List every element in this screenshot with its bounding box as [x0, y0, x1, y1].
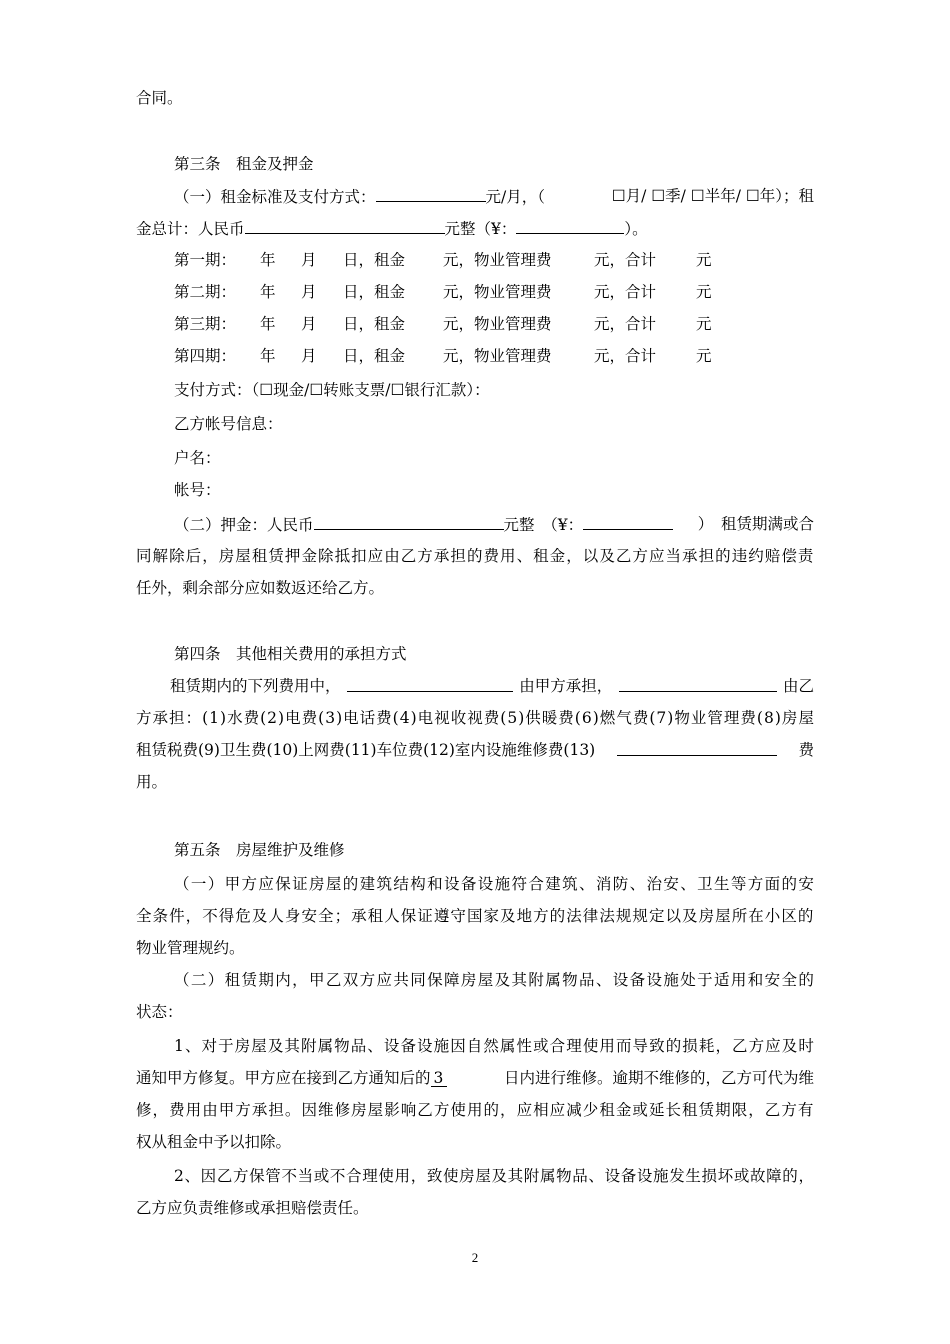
deposit-rmb-field[interactable] — [314, 514, 504, 530]
maintenance-item1-line-1: 1 、 对 于 房 屋 及 其 附 属 物 品 、 设 备 设 施 因 自 然 属 性 或 合 理 使 用 而 导 致 的 损 耗 ， 乙 方 应 及 时 — [174, 1037, 814, 1055]
maintenance-p2-line-2: 状态： — [136, 1003, 183, 1021]
article3-title: 第三条 租金及押金 — [174, 155, 314, 173]
article5-title: 第五条 房屋维护及维修 — [174, 841, 345, 859]
maintenance-item1-line-3: 修 ， 费 用 由 甲 方 承 担 。 因 维 修 房 屋 影 响 乙 方 使 用 的 ， 应 相 应 减 少 租 金 或 延 长 租 赁 期 限 ， 乙 方 有 — [136, 1101, 814, 1119]
rent-standard-label: （一）租金标准及支付方式： — [174, 188, 376, 206]
schedule-row-2: 第二期： 年 月 日，租金 元，物业管理费 元，合计 元 — [174, 283, 712, 301]
account-info-label: 乙方帐号信息： — [174, 415, 283, 433]
deposit-line: （二）押金：人民币 元整 （¥： ） 租赁期满或合 — [174, 515, 814, 534]
deposit-text-line-3: 任外，剩余部分应如数返还给乙方。 — [136, 579, 385, 597]
maintenance-p2-line-1: （ 二 ） 租 赁 期 内 ， 甲 乙 双 方 应 共 同 保 障 房 屋 及 其 附 属 物 品 、 设 备 设 施 处 于 适 用 和 安 全 的 — [174, 971, 814, 989]
page-number: 2 — [471, 1250, 479, 1265]
expenses-line-1: 租赁期内的下列费用中， 由甲方承担， 由乙 — [170, 677, 814, 695]
article4-title: 第四条 其他相关费用的承担方式 — [174, 645, 407, 663]
account-name-label: 户名： — [174, 449, 221, 467]
schedule-row-4: 第四期： 年 月 日，租金 元，物业管理费 元，合计 元 — [174, 347, 712, 365]
expenses-line-4: 用。 — [136, 773, 168, 791]
maintenance-item2-line-1: 2 、 因 乙 方 保 管 不 当 或 不 合 理 使 用 ， 致 使 房 屋 及 其 附 属 物 品 、 设 备 设 施 发 生 损 坏 或 故 障 的 ， — [174, 1167, 814, 1185]
schedule-row-3: 第三期： 年 月 日，租金 元，物业管理费 元，合计 元 — [174, 315, 712, 333]
maintenance-item2-line-2: 乙方应负责维修或承担赔偿责任。 — [136, 1199, 369, 1217]
maintenance-item1-line-2: 通知甲方修复。甲方应在接到乙方通知后的 3 日内进行维修。逾期不维修的，乙方可代为维 — [136, 1069, 814, 1087]
continuation-text: 合同。 — [136, 89, 183, 107]
maintenance-p1-line-3: 物业管理规约。 — [136, 939, 245, 957]
tenant-expenses-field[interactable] — [619, 676, 777, 692]
rent-total-line: 金总计：人民币 元整（¥： ）。 — [136, 220, 648, 238]
expenses-line-2: 方 承 担 ： ( 1 ) 水 费 ( 2 ) 电 费 ( 3 ) 电 话 费 ( 4 ) 电 视 收 视 费 ( 5 ) 供 暖 费 ( 6 ) 燃 气 费 ( 7 ) 物 业 管 理 费 ( 8 ) 房 屋 — [136, 709, 814, 727]
rent-total-rmb-field[interactable] — [245, 218, 445, 234]
expenses-line-3: 租赁税费(9)卫生费(10)上网费(11)车位费(12)室内设施维修费(13) 费 — [136, 741, 814, 759]
schedule-row-1: 第一期： 年 月 日，租金 元，物业管理费 元，合计 元 — [174, 251, 712, 269]
payment-method[interactable]: 支付方式：（☐现金/☐转账支票/☐银行汇款）： — [174, 381, 490, 399]
account-number-label: 帐号： — [174, 481, 221, 499]
rent-total-amount-field[interactable] — [516, 218, 624, 234]
deposit-amount-field[interactable] — [583, 514, 673, 530]
landlord-expenses-field[interactable] — [347, 676, 513, 692]
maintenance-p1-line-2: 全 条 件 ， 不 得 危 及 人 身 安 全 ； 承 租 人 保 证 遵 守 国 家 及 地 方 的 法 律 法 规 规 定 以 及 房 屋 所 在 小 区 的 — [136, 907, 814, 925]
payment-frequency-options[interactable]: ☐月/ ☐季/ ☐半年/ ☐年）；租 — [611, 187, 814, 205]
repair-days-field[interactable]: 3 — [431, 1070, 448, 1087]
monthly-rent-field[interactable] — [376, 186, 486, 202]
rent-standard-line: （一）租金标准及支付方式： 元/月，（ ☐月/ ☐季/ ☐半年/ ☐年）；租 — [136, 186, 814, 207]
maintenance-p1-line-1: （ 一 ） 甲 方 应 保 证 房 屋 的 建 筑 结 构 和 设 备 设 施 符 合 建 筑 、 消 防 、 治 安 、 卫 生 等 方 面 的 安 — [174, 875, 814, 893]
deposit-text-line-2: 同 解 除 后 ， 房 屋 租 赁 押 金 除 抵 扣 应 由 乙 方 承 担 的 费 用 、 租 金 ， 以 及 乙 方 应 当 承 担 的 违 约 赔 偿 责 — [136, 547, 814, 565]
maintenance-item1-line-4: 权从租金中予以扣除。 — [136, 1133, 292, 1151]
other-expense-field[interactable] — [617, 740, 777, 756]
